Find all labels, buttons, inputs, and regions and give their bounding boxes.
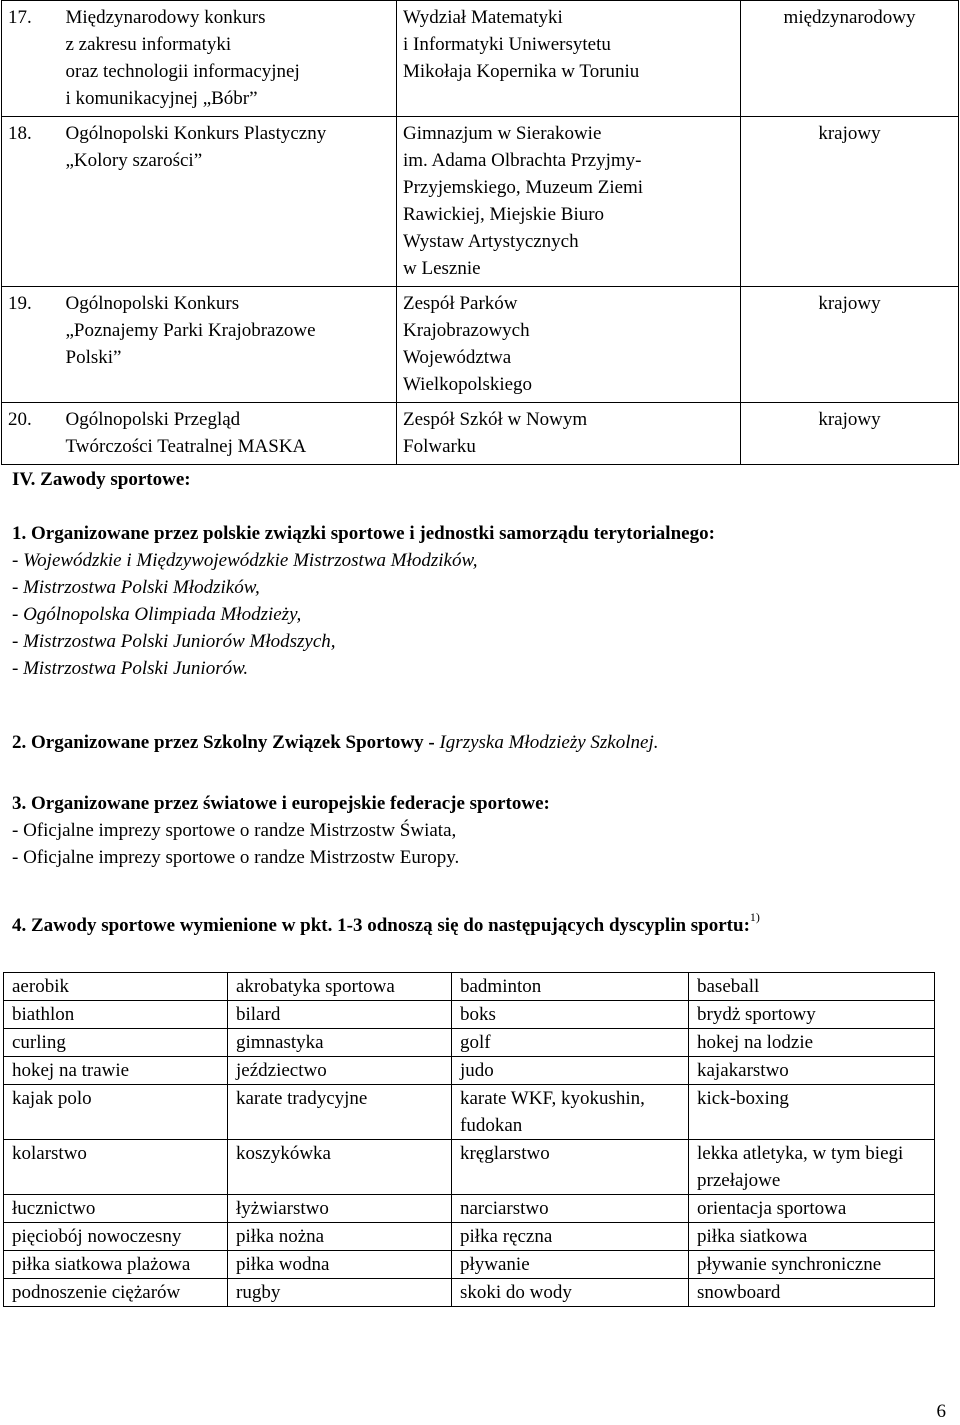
competition-name-line: „Poznajemy Parki Krajobrazowe: [65, 320, 316, 341]
organizer-line: Folwarku: [403, 436, 476, 457]
competition-name: [52, 117, 397, 287]
discipline-cell: kajakarstwo: [689, 1057, 935, 1085]
competition-number: 19.: [2, 287, 52, 403]
organizer-line: Przyjemskiego, Muzeum Ziemi: [403, 177, 644, 198]
section-1-item: - Mistrzostwa Polski Juniorów Młodszych,: [12, 631, 336, 652]
discipline-cell: aerobik: [4, 973, 228, 1001]
discipline-cell: piłka wodna: [228, 1251, 452, 1279]
competition-name: [52, 403, 397, 465]
page-number: 6: [936, 1401, 946, 1422]
organizer-line: Rawickiej, Miejskie Biuro: [403, 204, 605, 225]
discipline-cell: rugby: [228, 1279, 452, 1307]
discipline-cell: gimnastyka: [228, 1029, 452, 1057]
organizer-line: im. Adama Olbrachta Przyjmy-: [403, 150, 642, 171]
discipline-cell: brydż sportowy: [689, 1001, 935, 1029]
discipline-cell: curling: [4, 1029, 228, 1057]
competition-row: [2, 1, 959, 117]
organizer-line: Krajobrazowych: [403, 320, 530, 341]
competition-name-line: Ogólnopolski Konkurs: [65, 293, 240, 314]
competition-name: [52, 1, 397, 117]
organizer-line: Zespół Szkół w Nowym: [403, 409, 588, 430]
section-2: [12, 729, 952, 756]
competition-row: [2, 117, 959, 287]
discipline-cell: pływanie: [452, 1251, 689, 1279]
discipline-cell: judo: [452, 1057, 689, 1085]
discipline-cell: badminton: [452, 973, 689, 1001]
organizer-line: w Lesznie: [403, 258, 481, 279]
discipline-row: [4, 1029, 935, 1057]
discipline-cell: hokej na trawie: [4, 1057, 228, 1085]
discipline-cell: pięciobój nowoczesny: [4, 1223, 228, 1251]
competition-name-line: oraz technologii informacyjnej: [65, 61, 300, 82]
section-3-heading: 3. Organizowane przez światowe i europejskie federacje sportowe:: [12, 793, 550, 814]
discipline-cell: piłka siatkowa: [689, 1223, 935, 1251]
discipline-row: [4, 1195, 935, 1223]
organizer-line: Gimnazjum w Sierakowie: [403, 123, 602, 144]
discipline-cell: podnoszenie ciężarów: [4, 1279, 228, 1307]
discipline-cell: łyżwiarstwo: [228, 1195, 452, 1223]
competition-organizer: [397, 117, 741, 287]
organizer-line: Mikołaja Kopernika w Toruniu: [403, 61, 640, 82]
competition-row: [2, 403, 959, 465]
organizer-line: Wielkopolskiego: [403, 374, 533, 395]
discipline-cell: boks: [452, 1001, 689, 1029]
discipline-cell: piłka nożna: [228, 1223, 452, 1251]
discipline-cell: bilard: [228, 1001, 452, 1029]
section-3-item: - Oficjalne imprezy sportowe o randze Mistrzostw Świata,: [12, 820, 457, 841]
discipline-cell: kajak polo: [4, 1085, 228, 1140]
competition-scope: krajowy: [741, 287, 959, 403]
discipline-cell: orientacja sportowa: [689, 1195, 935, 1223]
competition-number: 20.: [2, 403, 52, 465]
competition-number: 17.: [2, 1, 52, 117]
discipline-row: [4, 1279, 935, 1307]
disciplines-table: [3, 972, 935, 1307]
competition-scope: krajowy: [741, 403, 959, 465]
discipline-row: [4, 973, 935, 1001]
competition-name-line: z zakresu informatyki: [65, 34, 232, 55]
discipline-row: [4, 1057, 935, 1085]
discipline-row: [4, 1223, 935, 1251]
competition-scope: krajowy: [741, 117, 959, 287]
competition-name-line: „Kolory szarości”: [65, 150, 203, 171]
competition-row: [2, 287, 959, 403]
section-1-item: - Mistrzostwa Polski Juniorów.: [12, 658, 249, 679]
section-2-heading: 2. Organizowane przez Szkolny Związek Sportowy -: [12, 732, 440, 753]
discipline-cell: biathlon: [4, 1001, 228, 1029]
competition-name-line: Ogólnopolski Konkurs Plastyczny: [65, 123, 327, 144]
discipline-cell: baseball: [689, 973, 935, 1001]
section-1-item: - Wojewódzkie i Międzywojewódzkie Mistrzostwa Młodzików,: [12, 550, 478, 571]
section-1-item: - Ogólnopolska Olimpiada Młodzieży,: [12, 604, 302, 625]
section-1: [12, 520, 952, 682]
competition-scope: międzynarodowy: [741, 1, 959, 117]
discipline-cell: kick-boxing: [689, 1085, 935, 1140]
organizer-line: Wydział Matematyki: [403, 7, 563, 28]
competition-number: 18.: [2, 117, 52, 287]
section-3: [12, 790, 952, 871]
footnote-marker: 1): [749, 910, 760, 924]
section-2-italic: Igrzyska Młodzieży Szkolnej.: [439, 732, 659, 753]
organizer-line: i Informatyki Uniwersytetu: [403, 34, 611, 55]
section-3-item: - Oficjalne imprezy sportowe o randze Mistrzostw Europy.: [12, 847, 460, 868]
competitions-table: [1, 0, 959, 465]
competition-organizer: [397, 1, 741, 117]
section-title: IV. Zawody sportowe:: [12, 469, 191, 490]
discipline-cell: skoki do wody: [452, 1279, 689, 1307]
discipline-cell: hokej na lodzie: [689, 1029, 935, 1057]
competition-organizer: [397, 287, 741, 403]
discipline-cell: lekka atletyka, w tym biegi przełajowe: [689, 1140, 935, 1195]
discipline-cell: karate WKF, kyokushin, fudokan: [452, 1085, 689, 1140]
section-4-heading: 4. Zawody sportowe wymienione w pkt. 1-3 odnoszą się do następujących dyscyplin sportu:: [12, 915, 750, 936]
discipline-cell: snowboard: [689, 1279, 935, 1307]
competition-name: [52, 287, 397, 403]
discipline-row: [4, 1140, 935, 1195]
discipline-row: [4, 1251, 935, 1279]
discipline-cell: golf: [452, 1029, 689, 1057]
section-1-item: - Mistrzostwa Polski Młodzików,: [12, 577, 260, 598]
discipline-cell: kręglarstwo: [452, 1140, 689, 1195]
discipline-cell: jeździectwo: [228, 1057, 452, 1085]
discipline-cell: piłka siatkowa plażowa: [4, 1251, 228, 1279]
organizer-line: Zespół Parków: [403, 293, 518, 314]
organizer-line: Wystaw Artystycznych: [403, 231, 579, 252]
discipline-cell: akrobatyka sportowa: [228, 973, 452, 1001]
discipline-cell: karate tradycyjne: [228, 1085, 452, 1140]
competition-name-line: Międzynarodowy konkurs: [65, 7, 266, 28]
discipline-cell: pływanie synchroniczne: [689, 1251, 935, 1279]
discipline-cell: narciarstwo: [452, 1195, 689, 1223]
discipline-cell: koszykówka: [228, 1140, 452, 1195]
discipline-cell: łucznictwo: [4, 1195, 228, 1223]
section-1-heading: 1. Organizowane przez polskie związki sportowe i jednostki samorządu terytorialnego:: [12, 523, 715, 544]
discipline-row: [4, 1001, 935, 1029]
competition-name-line: Ogólnopolski Przegląd: [65, 409, 241, 430]
discipline-cell: kolarstwo: [4, 1140, 228, 1195]
competition-name-line: Polski”: [65, 347, 122, 368]
discipline-row: [4, 1085, 935, 1140]
discipline-cell: piłka ręczna: [452, 1223, 689, 1251]
section-4: [12, 912, 952, 939]
competition-name-line: Twórczości Teatralnej MASKA: [65, 436, 307, 457]
organizer-line: Województwa: [403, 347, 512, 368]
competition-name-line: i komunikacyjnej „Bóbr”: [65, 88, 258, 109]
competition-organizer: [397, 403, 741, 465]
